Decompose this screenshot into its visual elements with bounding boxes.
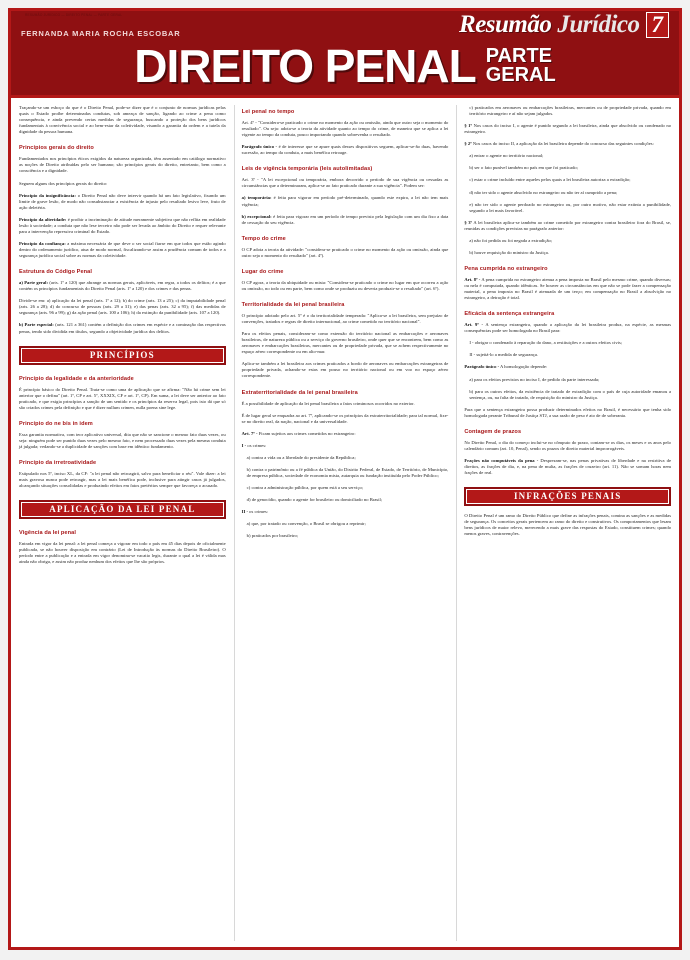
paragraph-lead: I - <box>241 442 247 448</box>
body-paragraph: c) estar o crime incluído entre aqueles pelos quais a lei brasileira autoriza a extradição; <box>469 177 631 183</box>
body-paragraph <box>19 193 226 211</box>
text-column <box>19 105 226 941</box>
paragraph-text: é feita para vigorar em período pré-determinado, quando este expira, a lei não tem mais vigência; <box>241 195 449 207</box>
body-paragraph <box>19 322 226 334</box>
body-paragraph <box>242 443 449 449</box>
section-heading: Leis de vigência temporária (leis autolimitadas) <box>241 166 373 173</box>
body-paragraph: O CP agora, a teoria da ubiquidade ou mista: "Considera-se praticado o crime no lugar em que ocorreu a ação ou omissão, no todo ou em parte, bem como onde se produziu ou deveria produzir-se o resultado" (art. 6º). <box>241 279 449 291</box>
section-heading: Tempo do crime <box>241 235 286 242</box>
brand-main-text: Resumão <box>459 11 552 38</box>
body-paragraph <box>242 431 449 437</box>
cover-sheet <box>8 8 682 950</box>
body-paragraph: Divide-se em: a) aplicação da lei penal (arts. 1º a 12); b) do crime (arts. 13 a 25); c) da imputabilidade penal (arts. 26 a 28); d) do concurso de pessoas (arts. 29 a 31); e) das penas (arts. 32 a 95); f) das medidas de segurança (arts. 96 a 99); g) da ação penal (arts. 100 a 106); h) da extinção da punibilidade (arts. 107 a 120). <box>19 298 226 316</box>
body-paragraph: a) que, por tratado ou convenção, o Brasil se obrigou a reprimir; <box>246 521 366 527</box>
body-paragraph: e) não ter sido o agente perdoado no estrangeiro ou, por outro motivo, não estar extinta a punibilidade, segundo a lei mais favorável. <box>469 201 672 213</box>
paragraph-lead: b) excepcional: <box>241 213 272 219</box>
paragraph-text: os crimes: <box>246 442 267 448</box>
body-paragraph: Seguem alguns dos princípios gerais do direito: <box>19 180 108 186</box>
paragraph-text: A sentença estrangeira, quando a aplicação da lei brasileira produz, na espécie, as mesmas consequências pode ser homologada no Brasil para: <box>464 322 672 334</box>
section-heading: Extraterritorialidade da lei penal brasileira <box>241 389 358 396</box>
section-heading: Vigência da lei penal <box>19 530 77 537</box>
paragraph-text: o Direito Penal não deve intervir quando há um fato legislativo, fixando um limite de grave lesão, de modo não consubstanciar a existência de injusto pelo resultado lesivo leve, fruto de ação deletéria. <box>19 192 226 210</box>
paragraph-text: A pena cumprida no estrangeiro atenua a pena imposta no Brasil pelo mesmo crime, quando diversas; ou nela é computada, quando idênticas. Se houver as circunstâncias em que não se pode fazer a compensação material, a pena imposta no Brasil é atenuada de um terço; em compensação no Brasil a absolvição no estrangeiro, a detração é total. <box>464 276 672 301</box>
paragraph-text: é de interesse que se apure quais desses dispositivos seguem, aplicar-se-ão duas, havendo sucessão, ao tempo da conduta, a mais benéfica retroage. <box>241 144 449 156</box>
body-paragraph: É a possibilidade de aplicação da lei penal brasileira a fatos criminosos ocorridos no exterior. <box>241 400 415 406</box>
page-subtitle <box>486 47 556 85</box>
section-banner: PRINCÍPIOS <box>19 346 226 365</box>
brand-logo <box>459 11 669 39</box>
body-paragraph <box>464 141 671 147</box>
body-paragraph <box>19 280 226 292</box>
paragraph-lead: Parágrafo único - <box>464 364 500 370</box>
body-paragraph: c) praticados em aeronaves ou embarcações brasileiras, mercantes ou de propriedade privada, quando em território estrangeiro e aí não sejam julgados. <box>469 105 672 117</box>
body-paragraph <box>464 277 671 301</box>
body-paragraph: I - obrigar o condenado à reparação do dano, a restituições e a outros efeitos civis; <box>469 340 623 346</box>
body-paragraph: Entrada em vigor da lei penal: a lei penal começa a vigorar em todo o país em 45 dias depois de oficialmente publicada, se não houver disposição em contrário (Lei de Introdução às normas do Direito Brasileiro). O período entre a publicação e a entrada em vigor denomina-se vacatio legis, durante o qual a lei é válida mas ainda não obriga, e assim não produz nenhum dos efeitos que lhe são próprios. <box>19 541 226 565</box>
section-banner: APLICAÇÃO DA LEI PENAL <box>19 500 226 519</box>
section-heading: Lei penal no tempo <box>241 109 295 115</box>
body-paragraph <box>464 123 671 135</box>
author-name: FERNANDA MARIA ROCHA ESCOBAR <box>21 29 181 38</box>
cover-header <box>11 11 679 98</box>
paragraph-lead: § 2º <box>464 141 472 147</box>
section-heading: Estrutura do Código Penal <box>19 269 93 276</box>
paragraph-lead: Art. 8º - <box>464 276 481 282</box>
body-paragraph: É princípio básico do Direito Penal. Trata-se como uma de aplicação que se afirma: "Não há crime sem lei anterior que o defina" (art. 1º, CP e art. 5º, XXXIX, CF e art. 1º, CP). Em suma, a lei deve ser anterior ao fato praticado, e que exigia princípios a sanção de um sentido e os princípios da reserva legal, pois isto dá que só são criados crimes pela definição e que é dizer nullum crimen, nulla poena sine lege. <box>19 386 226 410</box>
paragraph-lead: Princípio da confiança: <box>19 240 66 246</box>
body-paragraph: O princípio adotado pelo art. 5º é o da territorialidade temperada: "Aplica-se a lei brasileira, sem prejuízo de convenções, tratados e regras de direito internacional, ao crime cometido no território nacional". <box>241 312 449 324</box>
paragraph-lead: Princípio da alteridade: <box>19 216 67 222</box>
brand-line <box>21 11 669 41</box>
paragraph-lead: § 3º <box>464 219 473 225</box>
body-paragraph: Essa garantia normativa, com teor aplicativo universal, dita que não se sancione o mesmo fato duas vezes, ou seja: ninguém pode ser punido duas vezes pelo mesmo fato, e nem processado duas vezes pela mesma conduta já julgada; vedando-se a duplicidade de sanções com base em idêntico fundamento. <box>19 431 226 449</box>
section-heading: Lugar do crime <box>241 268 284 275</box>
paragraph-lead: II - <box>241 509 249 515</box>
body-paragraph <box>242 214 449 226</box>
body-paragraph: O Direito Penal é um ramo do Direito Público que define as infrações penais, comina as sanções e as medidas de segurança. Os conceitos gerais pertencem ao ramo do direito e construtivos. Os comportamentos que lesam bens jurídicos de maior relevo, merecendo a mais grave das respostas do Estado, constituem crimes; quando menos graves, contravenções. <box>464 513 672 537</box>
body-paragraph: Art. 3º - "A lei excepcional ou temporária, embora decorrido o período de sua vigência ou cessadas as circunstâncias que a determinaram, aplica-se ao fato praticado durante a sua vigência". Podem ser: <box>241 177 449 189</box>
paragraph-text: é proibir a incriminação de atitude meramente subjetiva que não reflita em realidade lesão à sociedade; a conduta que não lese terceiro não pode ser levada ao âmbito do Direito e requer relevante para a intervenção repressiva criminal do Estado. <box>19 216 226 234</box>
body-paragraph: O CP adota a teoria da atividade: "considera-se praticado o crime no momento da ação ou omissão, ainda que outro seja o momento do resultado" (art. 4º). <box>241 246 449 258</box>
paragraph-lead: a) temporária: <box>241 195 272 201</box>
body-paragraph: a) para os efeitos previstos no inciso I, de pedido da parte interessada; <box>469 376 600 382</box>
body-paragraph: d) não ter sido o agente absolvido no estrangeiro ou não ter aí cumprido a pena; <box>469 189 618 195</box>
section-heading: Princípios gerais do direito <box>19 145 94 152</box>
brand-sub-text: Jurídico <box>557 11 640 38</box>
section-heading: Contagem de prazos <box>464 428 522 435</box>
text-column <box>456 105 671 941</box>
section-heading: Pena cumprida no estrangeiro <box>464 265 548 272</box>
section-heading: Eficácia da sentença estrangeira <box>464 311 555 318</box>
paragraph-text: (arts. 121 a 361) contém a definição dos crimes em espécie e a cominação das respectivas penas, tendo sido dividida em títulos, segundo a objetividade jurídica dos delitos. <box>19 322 226 334</box>
section-heading: Princípio da legalidade e da anterioridade <box>19 375 134 382</box>
text-column <box>234 105 449 941</box>
body-paragraph <box>464 322 671 334</box>
section-banner: INFRAÇÕES PENAIS <box>464 487 671 506</box>
paragraph-lead: Parágrafo único - <box>241 144 278 150</box>
page-title: DIREITO PENAL <box>134 40 476 92</box>
body-paragraph: É de lugar geral se enquadra ao art. 7º, aplicando-se os princípios da extraterritorialidade; para tal normal, fixe-se no direito real, da nação, nacional e da universalidade. <box>241 412 449 424</box>
body-paragraph <box>464 458 671 476</box>
paragraph-lead: b) Parte especial: <box>19 322 54 328</box>
paragraph-lead: a) Parte geral: <box>19 280 49 286</box>
subtitle-line-2: GERAL <box>485 64 556 86</box>
body-paragraph <box>464 364 671 370</box>
paragraph-lead: Art. 7º - <box>241 430 258 436</box>
volume-number: 7 <box>646 12 670 38</box>
section-heading: Princípio do ne bis in idem <box>19 420 93 427</box>
body-paragraph: Estipulado nos 5º, inciso XL, da CF: "a lei penal não retroagirá, salvo para beneficiar o réu". Vale dizer: a lei mais gravosa nunca pode retroagir, mas a lei mais benéfica pode, inclusive para atingir casos já julgados, alcançando situações consolidadas e produzindo efeitos em fatos pretéritos sempre que favoreça o acusado. <box>19 471 226 489</box>
paragraph-text: A lei brasileira aplica-se também ao crime cometido por estrangeiro contra brasileiro fora do Brasil, se, reunidas as condições previstas no parágrafo anterior: <box>464 219 672 231</box>
body-paragraph: Fundamentados nos princípios éticos exigidos da natureza organizada, têm assentado em catálogo normativo as noções de Direito atribuídas pelo ser humano; são princípios gerais do direito, entretanto, bem como a consciência e a dignidade. <box>19 156 226 174</box>
paragraph-lead: Frações não computáveis da pena - <box>464 457 539 463</box>
title-bar <box>21 40 669 92</box>
body-paragraph: b) ser o fato punível também no país em que foi praticado; <box>469 165 579 171</box>
body-paragraph <box>242 195 449 207</box>
body-paragraph: c) contra a administração pública, por quem está a seu serviço; <box>246 485 364 490</box>
paragraph-text: os crimes: <box>248 509 269 515</box>
body-paragraph: b) para os outros efeitos, da existência de tratado de extradição com o país de cuja autoridade emanou a sentença, ou, na falta de tratado, de requisição do ministro da Justiça. <box>469 388 672 400</box>
body-paragraph <box>19 217 226 235</box>
paragraph-text: (arts. 1º a 120) que abrange as normas gerais, aplicáveis, em regra, a todos os delitos; é a que contém os princípios fundamentais do Direito Penal (arts. 1º a 120) e dos crimes e das penas. <box>19 280 226 292</box>
body-paragraph: Para os efeitos penais, consideram-se como extensão do território nacional as embarcações e aeronaves brasileiras, de natureza pública ou a serviço do governo brasileiro, onde quer que se encontrem, bem como as aeronaves e embarcações brasileiras, mercantes ou de propriedade privada, que se achem respectivamente no espaço aéreo correspondente ou em alto-mar. <box>241 331 449 355</box>
body-paragraph <box>242 144 449 156</box>
text-columns <box>11 98 679 947</box>
section-heading: Princípio da irretroatividade <box>19 460 97 466</box>
body-paragraph: b) contra o patrimônio ou a fé pública da União, do Distrito Federal, de Estado, de Território, de Município, de empresa pública, sociedade de economia mista, autarquia ou fundação instituída pelo Poder Público; <box>246 466 449 478</box>
body-paragraph: a) contra a vida ou a liberdade do presidente da República; <box>246 454 356 460</box>
paragraph-text: a máxima necessária de que deve o ser social fiarse em que todos que estão agindo dentro do ordenamento jurídico, atua de modo normal, fiscalizando-se assim a prudência comum de todos e a segurança jurídica social sobre as normas da coletividade. <box>19 240 226 259</box>
body-paragraph <box>464 220 671 232</box>
body-paragraph: No Direito Penal, o dia do começo inclui-se no cômputo do prazo, contam-se os dias, os meses e os anos pelo calendário comum (art. 10, Penal), sendo os prazos de direito material improrrogáveis. <box>464 439 672 451</box>
paragraph-text: A homologação depende: <box>499 364 548 370</box>
paragraph-lead: § 1º <box>464 123 473 129</box>
section-heading: Territorialidade da lei penal brasileira <box>241 301 345 308</box>
body-paragraph <box>242 509 449 515</box>
paragraph-text: Ficam sujeitos aos crimes cometidos no estrangeiro: <box>257 430 356 436</box>
body-paragraph: b) houve requisição do ministro da Justiça. <box>469 249 549 255</box>
body-paragraph: Traçando-se um esboço do que é o Direito Penal, pode-se dizer que é o conjunto de normas jurídicas pelas quais o Estado proíbe determinadas condutas, sob ameaça de sanção, ligando ao crime a pena como consequência, e ainda prevendo certas medidas de segurança, buscando a proteção dos bens jurídicos fundamentais à convivência social e ao bem-estar da coletividade, visando a garantia da ordem e a tutela da dignidade da pessoa humana. <box>19 105 226 135</box>
body-paragraph: b) praticados por brasileiro; <box>246 533 299 539</box>
paragraph-text: Nos casos do inciso II, a aplicação da lei brasileira depende do concurso das seguintes condições: <box>471 141 654 147</box>
paragraph-lead: Art. 9º - <box>464 322 484 328</box>
paragraph-lead: Princípio da insignificância: <box>19 192 76 198</box>
body-paragraph: II - sujeitá-lo a medida de segurança. <box>469 352 539 358</box>
paragraph-text: Nos casos do inciso I, o agente é punido segundo a lei brasileira, ainda que absolvido ou condenado no estrangeiro. <box>464 123 672 135</box>
body-paragraph: Art. 4º - "Considera-se praticado o crime no momento da ação ou omissão, ainda que outro seja o momento do resultado". Ou seja: adota-se a teoria da atividade quanto ao tempo do crime, de maneira que se aplica a lei vigente ao tempo da conduta, pouco importando quando sobrevenha o resultado. <box>241 120 449 138</box>
subtitle-line-1: PARTE <box>485 45 553 67</box>
edge-note: RESUMÃO JURÍDICO — DIREITO PENAL — PARTE GERAL <box>25 13 123 17</box>
paragraph-text: Desprezam-se, nas penas privativas de liberdade e na restritiva de direitos, as frações de dia, e, na pena de multa, as frações de cruzeiro (art. 11). Não se somam horas nem frações de real. <box>464 457 672 476</box>
body-paragraph <box>19 241 226 259</box>
body-paragraph: Para que a sentença estrangeira possa produzir determinados efeitos no Brasil, é necessário que tenha sido homologada perante Tribunal de Justiça STJ, a sua razão de peso é ato de de soberania. <box>464 406 672 418</box>
body-paragraph: a) não foi pedida ou foi negada a extradição; <box>469 237 553 243</box>
paragraph-text: é feita para vigorar em um período de tempo previsto pela legislação com um dia fixo a data de cessação do seu vigência. <box>241 213 449 225</box>
body-paragraph: d) de genocídio, quando o agente for brasileiro ou domiciliado no Brasil; <box>246 497 383 503</box>
body-paragraph: a) entrar o agente no território nacional; <box>469 153 544 159</box>
body-paragraph: Aplica-se também a lei brasileira aos crimes praticados a bordo de aeronaves ou embarcações estrangeiras de propriedade privada, achando-se estas em pouso no território nacional ou em voo no espaço aéreo correspondente. <box>241 361 449 379</box>
